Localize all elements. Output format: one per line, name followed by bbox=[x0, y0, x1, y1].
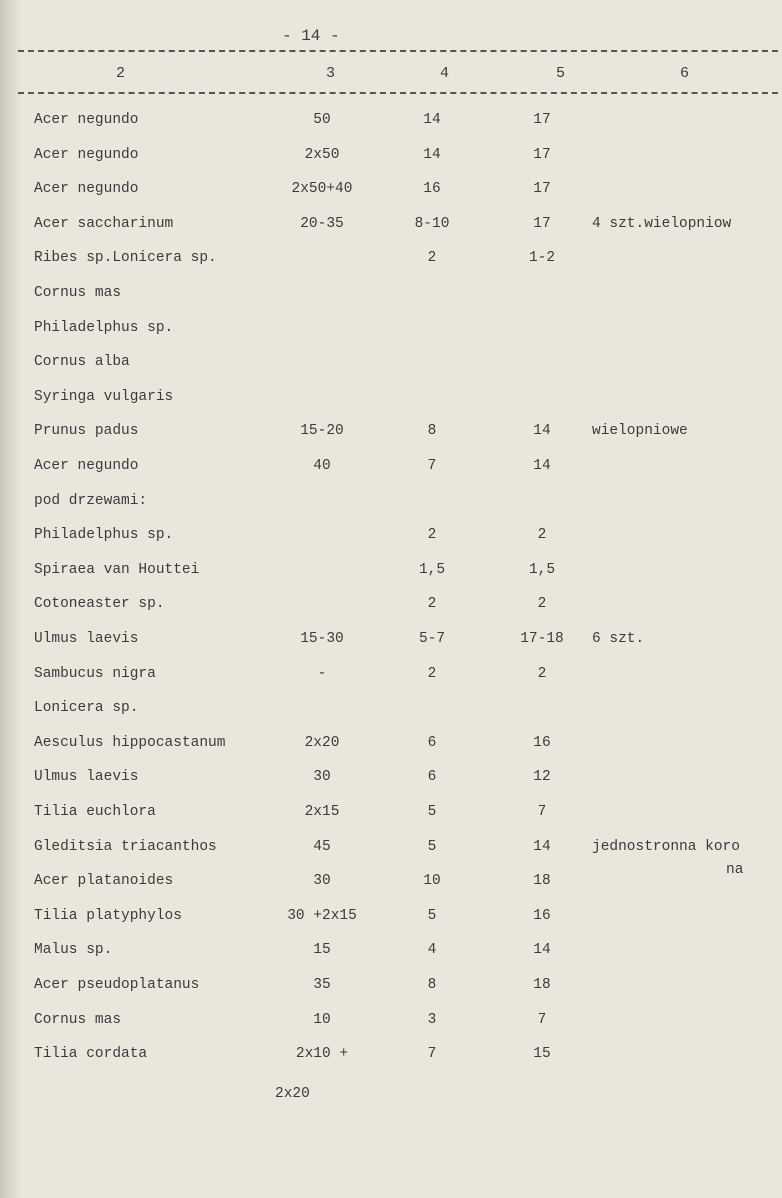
species-name-cell: Gleditsia triacanthos bbox=[34, 839, 217, 855]
note-continuation: na bbox=[726, 862, 744, 878]
dimension-cell: 50 bbox=[313, 112, 331, 128]
species-name-cell: Acer negundo bbox=[34, 181, 139, 197]
crown-cell: 14 bbox=[533, 839, 551, 855]
table-row bbox=[0, 562, 782, 590]
species-name-cell: Tilia euchlora bbox=[34, 804, 156, 820]
table-row bbox=[0, 735, 782, 763]
height-cell: 5 bbox=[427, 804, 437, 820]
remarks-cell: 4 szt.wielopniow bbox=[592, 216, 732, 232]
crown-cell: 16 bbox=[533, 735, 551, 751]
height-cell: 8-10 bbox=[414, 216, 450, 232]
species-name-cell: Ribes sp.Lonicera sp. bbox=[34, 250, 217, 266]
species-name-cell: Cornus alba bbox=[34, 354, 130, 370]
remarks-cell: 6 szt. bbox=[592, 631, 645, 647]
remarks-cell: jednostronna koro bbox=[592, 839, 740, 855]
table-row bbox=[0, 666, 782, 694]
crown-cell: 17-18 bbox=[520, 631, 564, 647]
crown-cell: 7 bbox=[537, 804, 547, 820]
height-cell: 1,5 bbox=[418, 562, 446, 578]
table-row bbox=[0, 1046, 782, 1074]
dimension-cell: 2x10 + bbox=[295, 1046, 349, 1062]
crown-cell: 15 bbox=[533, 1046, 551, 1062]
species-name-cell: Acer platanoides bbox=[34, 873, 174, 889]
table-row bbox=[0, 942, 782, 970]
table-row bbox=[0, 493, 782, 521]
species-name-cell: Ulmus laevis bbox=[34, 631, 139, 647]
height-cell: 10 bbox=[423, 873, 441, 889]
crown-cell: 7 bbox=[537, 1012, 547, 1028]
crown-cell: 17 bbox=[533, 216, 551, 232]
crown-cell: 14 bbox=[533, 458, 551, 474]
height-cell: 5 bbox=[427, 839, 437, 855]
dimension-cell: 2x50 bbox=[304, 147, 340, 163]
dimension-cell: 45 bbox=[313, 839, 331, 855]
species-name-cell: Ulmus laevis bbox=[34, 769, 139, 785]
table-row bbox=[0, 596, 782, 624]
crown-cell: 14 bbox=[533, 942, 551, 958]
dimension-cell: 2x20 bbox=[304, 735, 340, 751]
dimension-cell: 2x50+40 bbox=[291, 181, 353, 197]
species-name-cell: Malus sp. bbox=[34, 942, 113, 958]
dimension-cell: 40 bbox=[313, 458, 331, 474]
table-row bbox=[0, 700, 782, 728]
species-name-cell: Tilia cordata bbox=[34, 1046, 148, 1062]
table-row bbox=[0, 1012, 782, 1040]
species-name-cell: Sambucus nigra bbox=[34, 666, 156, 682]
table-row bbox=[0, 354, 782, 382]
species-name-cell: Syringa vulgaris bbox=[34, 389, 174, 405]
species-name-cell: Acer saccharinum bbox=[34, 216, 174, 232]
species-name-cell: Cotoneaster sp. bbox=[34, 596, 165, 612]
crown-cell: 17 bbox=[533, 112, 551, 128]
species-name-cell: Philadelphus sp. bbox=[34, 527, 174, 543]
species-name-cell: Spiraea van Houttei bbox=[34, 562, 200, 578]
height-cell: 5-7 bbox=[418, 631, 446, 647]
table-row bbox=[0, 804, 782, 832]
dimension-cell: 30 bbox=[313, 769, 331, 785]
species-name-cell: Acer negundo bbox=[34, 147, 139, 163]
column-header-5: 5 bbox=[556, 65, 566, 82]
species-name-cell: Acer negundo bbox=[34, 112, 139, 128]
page-number: - 14 - bbox=[282, 27, 340, 45]
species-name-cell: Acer pseudoplatanus bbox=[34, 977, 200, 993]
table-row bbox=[0, 216, 782, 244]
column-header-6: 6 bbox=[680, 65, 690, 82]
column-header-2: 2 bbox=[116, 65, 126, 82]
species-name-cell: Aesculus hippocastanum bbox=[34, 735, 226, 751]
dimension-cell: 30 +2x15 bbox=[287, 908, 357, 924]
species-name-cell: Cornus mas bbox=[34, 285, 122, 301]
crown-cell: 18 bbox=[533, 873, 551, 889]
table-row bbox=[0, 458, 782, 486]
crown-cell: 2 bbox=[537, 596, 547, 612]
column-header-4: 4 bbox=[440, 65, 450, 82]
crown-cell: 2 bbox=[537, 666, 547, 682]
crown-cell: 17 bbox=[533, 181, 551, 197]
height-cell: 6 bbox=[427, 735, 437, 751]
height-cell: 5 bbox=[427, 908, 437, 924]
table-row bbox=[0, 631, 782, 659]
crown-cell: 16 bbox=[533, 908, 551, 924]
dimension-cell: 20-35 bbox=[300, 216, 344, 232]
table-row bbox=[0, 389, 782, 417]
table-row bbox=[0, 250, 782, 278]
table-row bbox=[0, 769, 782, 797]
table-row bbox=[0, 147, 782, 175]
table-row bbox=[0, 839, 782, 867]
species-name-cell: Philadelphus sp. bbox=[34, 320, 174, 336]
table-row bbox=[0, 285, 782, 313]
table-row bbox=[0, 527, 782, 555]
table-row bbox=[0, 977, 782, 1005]
column-header-3: 3 bbox=[326, 65, 336, 82]
dimension-cell: 2x15 bbox=[304, 804, 340, 820]
height-cell: 8 bbox=[427, 977, 437, 993]
crown-cell: 17 bbox=[533, 147, 551, 163]
dimension-cell: 10 bbox=[313, 1012, 331, 1028]
species-name-cell: Prunus padus bbox=[34, 423, 139, 439]
height-cell: 4 bbox=[427, 942, 437, 958]
height-cell: 7 bbox=[427, 458, 437, 474]
height-cell: 14 bbox=[423, 147, 441, 163]
table-row bbox=[0, 181, 782, 209]
crown-cell: 12 bbox=[533, 769, 551, 785]
table-row bbox=[0, 908, 782, 936]
height-cell: 3 bbox=[427, 1012, 437, 1028]
species-name-cell: Lonicera sp. bbox=[34, 700, 139, 716]
table-row bbox=[0, 873, 782, 901]
species-name-cell: Tilia platyphylos bbox=[34, 908, 182, 924]
dimension-cell: - bbox=[317, 666, 327, 682]
height-cell: 6 bbox=[427, 769, 437, 785]
species-name-cell: Acer negundo bbox=[34, 458, 139, 474]
species-name-cell: Cornus mas bbox=[34, 1012, 122, 1028]
height-cell: 2 bbox=[427, 666, 437, 682]
table-row bbox=[0, 320, 782, 348]
dimension-cell: 15 bbox=[313, 942, 331, 958]
crown-cell: 14 bbox=[533, 423, 551, 439]
height-cell: 14 bbox=[423, 112, 441, 128]
dimension-cell: 15-20 bbox=[300, 423, 344, 439]
crown-cell: 18 bbox=[533, 977, 551, 993]
height-cell: 8 bbox=[427, 423, 437, 439]
header-rule-top bbox=[18, 50, 778, 52]
table-row bbox=[0, 112, 782, 140]
height-cell: 2 bbox=[427, 596, 437, 612]
table-row bbox=[0, 423, 782, 451]
crown-cell: 1-2 bbox=[528, 250, 556, 266]
crown-cell: 1,5 bbox=[528, 562, 556, 578]
height-cell: 2 bbox=[427, 250, 437, 266]
species-name-cell: pod drzewami: bbox=[34, 493, 148, 509]
dbh-continuation: 2x20 bbox=[275, 1086, 310, 1102]
dimension-cell: 30 bbox=[313, 873, 331, 889]
dimension-cell: 15-30 bbox=[300, 631, 344, 647]
height-cell: 2 bbox=[427, 527, 437, 543]
remarks-cell: wielopniowe bbox=[592, 423, 688, 439]
height-cell: 16 bbox=[423, 181, 441, 197]
height-cell: 7 bbox=[427, 1046, 437, 1062]
crown-cell: 2 bbox=[537, 527, 547, 543]
dimension-cell: 35 bbox=[313, 977, 331, 993]
header-rule-bottom bbox=[18, 92, 778, 94]
